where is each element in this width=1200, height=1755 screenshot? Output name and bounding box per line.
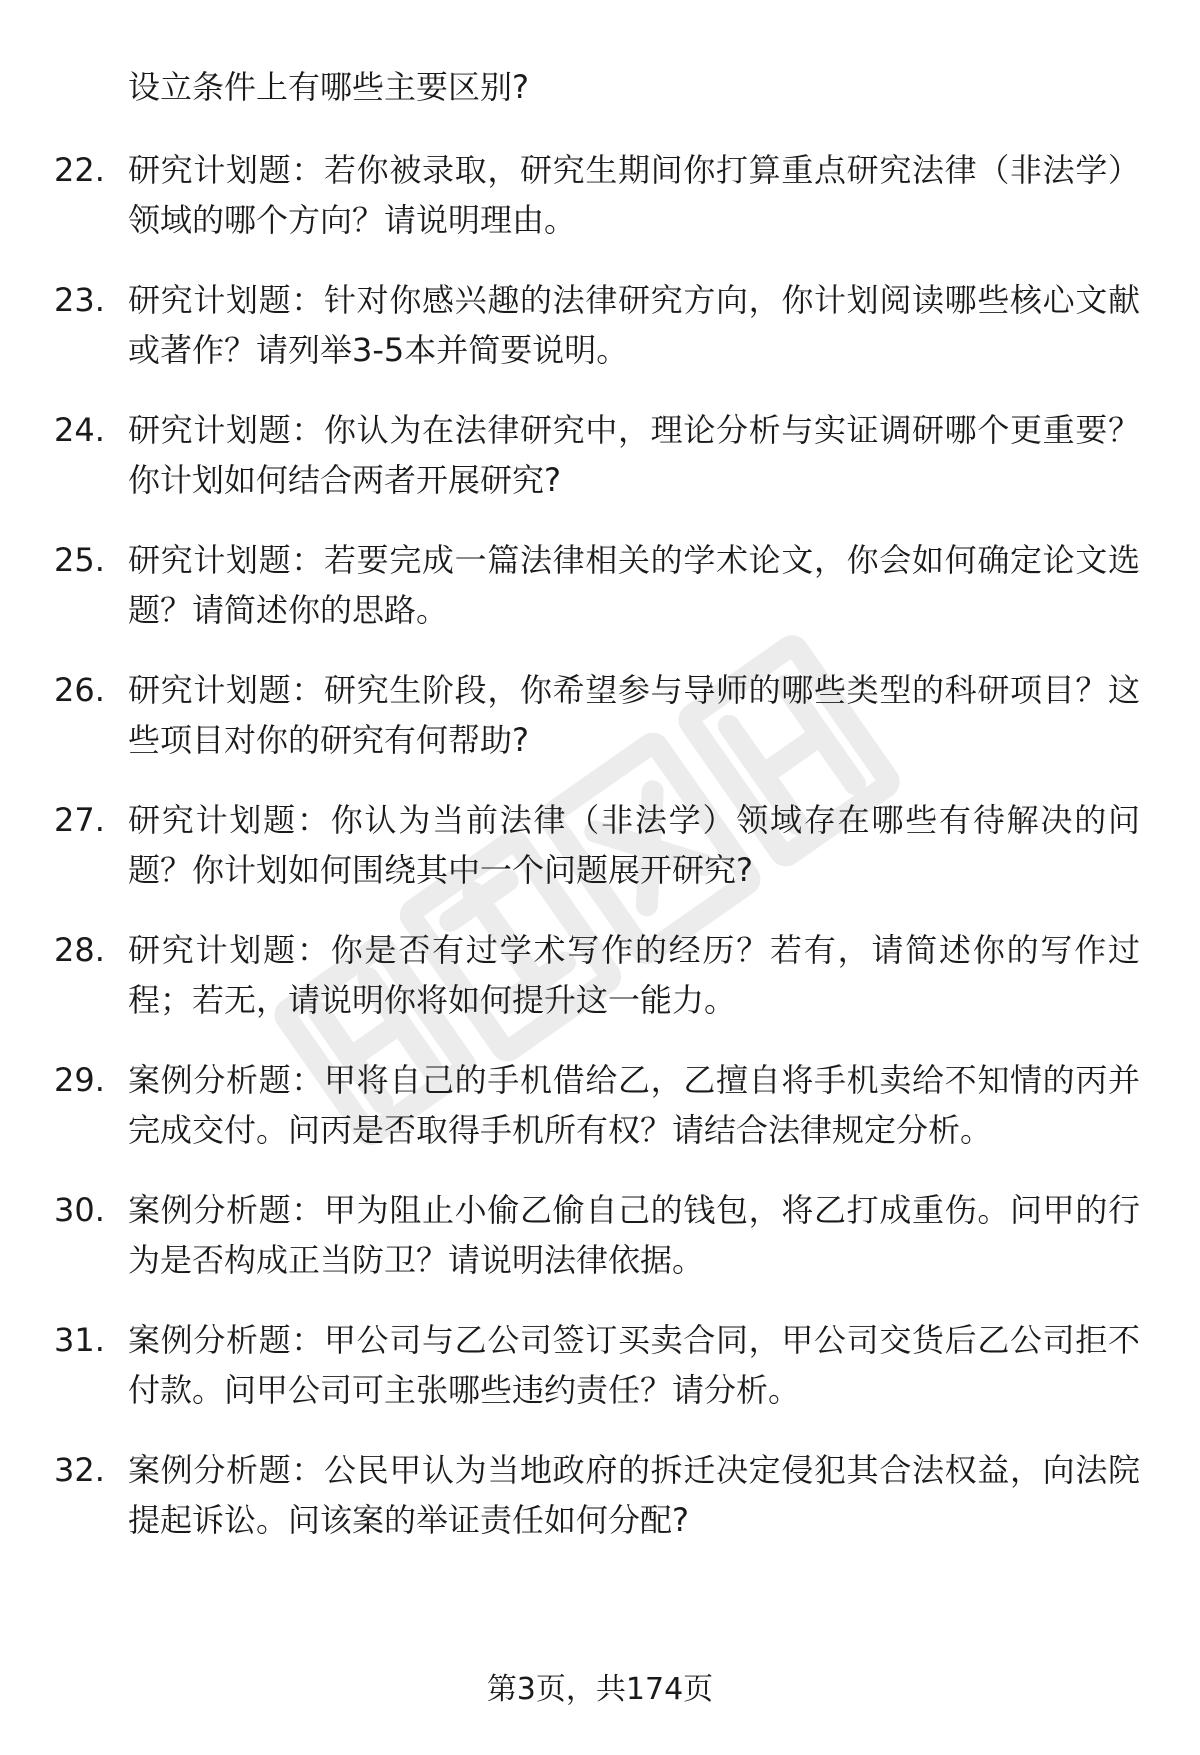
question-text: 研究计划题：若你被录取，研究生期间你打算重点研究法律（非法学）领域的哪个方向？请说明理由。 [128, 151, 1140, 239]
question-item [0, 1445, 1200, 1545]
question-number: 25. [54, 541, 105, 579]
question-text: 研究计划题：你认为在法律研究中，理论分析与实证调研哪个更重要？你计划如何结合两者开展研究? [128, 411, 1140, 499]
question-number: 29. [54, 1061, 105, 1099]
question-item [0, 145, 1200, 245]
question-item [0, 665, 1200, 765]
question-item [0, 1055, 1200, 1155]
question-item [0, 1315, 1200, 1415]
question-number: 22. [54, 151, 105, 189]
question-item [0, 405, 1200, 505]
question-number: 24. [54, 411, 105, 449]
question-item [0, 275, 1200, 375]
question-number: 23. [54, 281, 105, 319]
question-text: 案例分析题：甲将自己的手机借给乙，乙擅自将手机卖给不知情的丙并完成交付。问丙是否取得手机所有权？请结合法律规定分析。 [128, 1061, 1140, 1149]
question-number: 26. [54, 671, 105, 709]
question-text: 研究计划题：针对你感兴趣的法律研究方向，你计划阅读哪些核心文献或著作？请列举3-5本并简要说明。 [128, 281, 1140, 369]
question-text: 研究计划题：若要完成一篇法律相关的学术论文，你会如何确定论文选题？请简述你的思路。 [128, 541, 1140, 629]
question-text: 案例分析题：甲公司与乙公司签订买卖合同，甲公司交货后乙公司拒不付款。问甲公司可主张哪些违约责任？请分析。 [128, 1321, 1140, 1409]
question-item [0, 925, 1200, 1025]
question-text: 案例分析题：甲为阻止小偷乙偷自己的钱包，将乙打成重伤。问甲的行为是否构成正当防卫？请说明法律依据。 [128, 1191, 1140, 1279]
question-item [0, 795, 1200, 895]
question-item [0, 1185, 1200, 1285]
question-number: 32. [54, 1451, 105, 1489]
question-text: 研究计划题：你认为当前法律（非法学）领域存在哪些有待解决的问题？你计划如何围绕其中一个问题展开研究? [128, 801, 1140, 889]
question-number: 28. [54, 931, 105, 969]
continuation-text: 设立条件上有哪些主要区别? [128, 68, 529, 106]
question-list [0, 145, 1200, 1575]
question-text: 研究计划题：你是否有过学术写作的经历？若有，请简述你的写作过程；若无，请说明你将如何提升这一能力。 [128, 931, 1140, 1019]
page-footer: 第3页，共174页 [486, 1672, 714, 1707]
question-text: 案例分析题：公民甲认为当地政府的拆迁决定侵犯其合法权益，向法院提起诉讼。问该案的举证责任如何分配? [128, 1451, 1140, 1539]
question-number: 27. [54, 801, 105, 839]
question-text: 研究计划题：研究生阶段，你希望参与导师的哪些类型的科研项目？这些项目对你的研究有何帮助? [128, 671, 1140, 759]
question-number: 31. [54, 1321, 105, 1359]
question-number: 30. [54, 1191, 105, 1229]
question-item [0, 535, 1200, 635]
